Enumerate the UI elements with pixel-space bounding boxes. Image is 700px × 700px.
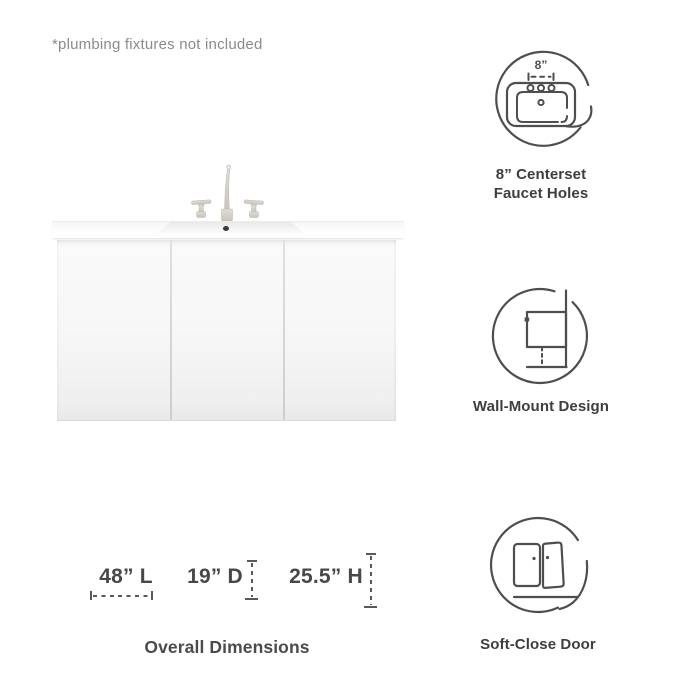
ruler-tick bbox=[366, 553, 376, 555]
dimension-length: 48” L bbox=[99, 565, 153, 588]
dimensions-caption: Overall Dimensions bbox=[144, 637, 310, 657]
dimension-depth: 19” D bbox=[187, 565, 243, 588]
measure-value: 8” bbox=[534, 58, 548, 72]
ruler-tick bbox=[247, 560, 257, 562]
door-left bbox=[514, 544, 540, 586]
depth-ruler bbox=[245, 560, 258, 600]
feature-label-soft-close: Soft-Close Door bbox=[480, 636, 596, 653]
door-gap bbox=[283, 240, 285, 420]
circle-hook bbox=[567, 107, 592, 127]
faucet-hole bbox=[538, 85, 544, 91]
ruler-dashes bbox=[251, 563, 253, 597]
ruler-dashes bbox=[370, 556, 372, 605]
faucet-image bbox=[185, 160, 270, 222]
vanity-sink-basin bbox=[158, 222, 304, 233]
vanity-cabinet bbox=[57, 240, 396, 420]
ruler-dashes bbox=[93, 595, 150, 597]
wall-mount-side-view-icon bbox=[488, 284, 592, 388]
door-right-ajar bbox=[543, 543, 564, 588]
ruler-tick bbox=[245, 598, 258, 600]
faucet-spout bbox=[222, 165, 233, 221]
ruler-tick bbox=[364, 606, 377, 608]
faucet-hole bbox=[528, 85, 534, 91]
mount-bracket bbox=[525, 318, 530, 322]
sink-drain bbox=[223, 226, 229, 231]
faucet-hole bbox=[549, 85, 555, 91]
feature-label-faucet-holes: 8” Centerset Faucet Holes bbox=[493, 166, 589, 202]
door-knob bbox=[532, 557, 535, 560]
sink-basin-outline bbox=[517, 92, 567, 122]
cabinet-side-view bbox=[527, 312, 566, 347]
dimension-height: 25.5” H bbox=[289, 565, 363, 588]
length-ruler bbox=[90, 591, 153, 600]
sink-top-view-icon bbox=[490, 46, 594, 150]
cabinet-doors-icon bbox=[486, 513, 590, 617]
faucet-handle-right bbox=[244, 200, 264, 218]
drain-hole bbox=[538, 100, 543, 105]
faucet-handle-left bbox=[191, 200, 211, 218]
door-gap bbox=[170, 240, 172, 420]
height-ruler bbox=[364, 553, 377, 608]
feature-label-wall-mount: Wall-Mount Design bbox=[472, 398, 610, 415]
disclaimer-note: *plumbing fixtures not included bbox=[52, 36, 263, 53]
sink-basin-corner bbox=[562, 116, 568, 122]
ruler-tick bbox=[151, 591, 153, 600]
door-knob bbox=[546, 556, 549, 559]
broken-circle bbox=[493, 289, 587, 383]
ruler-tick bbox=[90, 591, 92, 600]
